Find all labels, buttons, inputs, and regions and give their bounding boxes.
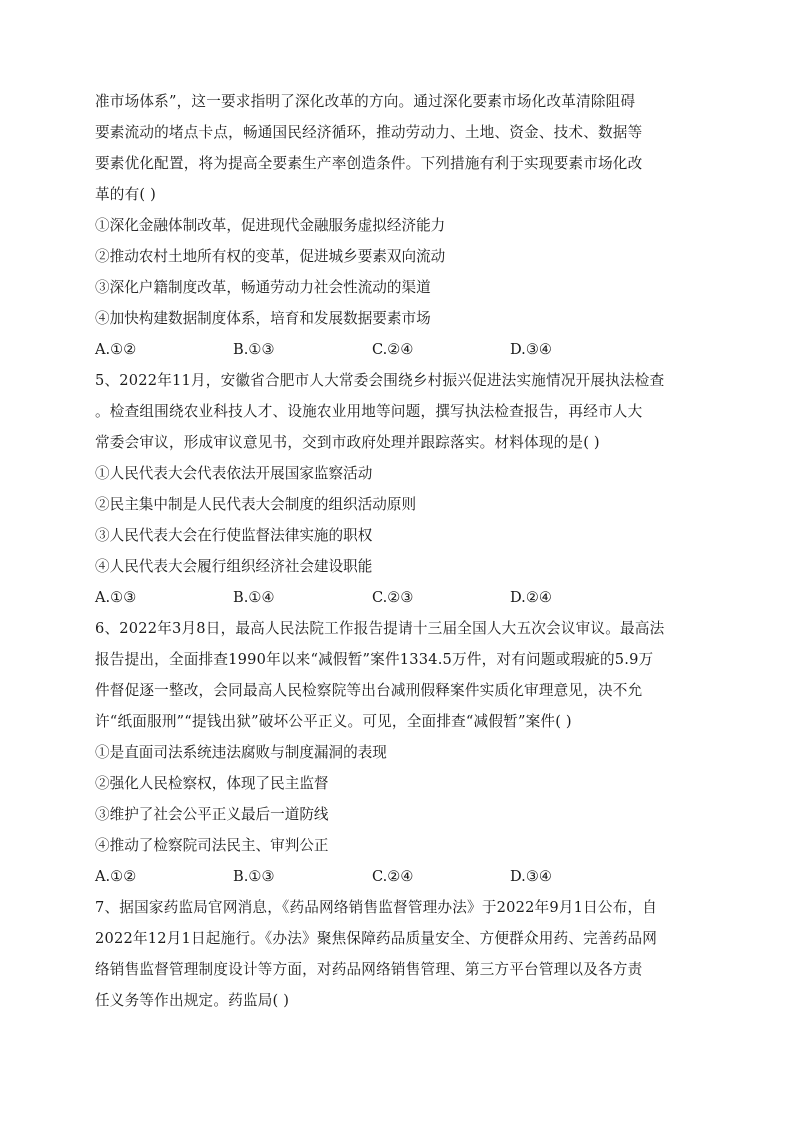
question-7-stem: [95, 892, 710, 1016]
question-6: [95, 613, 710, 892]
option-4: ④加快构建数据制度体系，培育和发展数据要素市场: [95, 310, 431, 327]
stem-line: 要素优化配置，将为提高全要素生产率创造条件。下列措施有利于实现要素市场化改: [95, 155, 643, 172]
answer-choices: [95, 334, 710, 365]
stem-line: 件督促逐一整改，会同最高人民检察院等出台减刑假释案件实质化审理意见，决不允: [95, 682, 643, 699]
exam-page: [95, 86, 710, 1016]
choice-a: A.①②: [95, 341, 137, 358]
stem-line: 6、2022年3月8日，最高人民法院工作报告提请十三届全国人大五次会议审议。最高法: [95, 620, 665, 637]
choice-a: A.①③: [95, 589, 137, 606]
stem-line: 络销售监督管理制度设计等方面，对药品网络销售管理、第三方平台管理以及各方责: [95, 961, 643, 978]
option-3: ③维护了社会公平正义最后一道防线: [95, 806, 329, 823]
option-2: ②民主集中制是人民代表大会制度的组织活动原则: [95, 496, 417, 513]
stem-line: 报告提出，全面排查1990年以来“减假暂”案件1334.5万件，对有问题或瑕疵的5.9万: [95, 651, 654, 668]
choice-d: D.③④: [510, 341, 552, 358]
answer-choices: [95, 861, 710, 892]
option-1: ①人民代表大会代表依法开展国家监察活动: [95, 465, 373, 482]
stem-line: 任义务等作出规定。药监局( ): [95, 992, 290, 1009]
question-5: [95, 365, 710, 613]
stem-line: 要素流动的堵点卡点，畅通国民经济循环，推动劳动力、土地、资金、技术、数据等: [95, 124, 643, 141]
option-1: ①深化金融体制改革，促进现代金融服务虚拟经济能力: [95, 217, 446, 234]
option-3: ③人民代表大会在行使监督法律实施的职权: [95, 527, 373, 544]
option-2: ②推动农村土地所有权的变革，促进城乡要素双向流动: [95, 248, 446, 265]
choice-c: C.②③: [372, 589, 414, 606]
option-3: ③深化户籍制度改革，畅通劳动力社会性流动的渠道: [95, 279, 431, 296]
question-5-stem: [95, 365, 710, 458]
choice-d: D.③④: [510, 868, 552, 885]
choice-b: B.①③: [233, 868, 275, 885]
option-4: ④人民代表大会履行组织经济社会建设职能: [95, 558, 373, 575]
choice-c: C.②④: [372, 341, 414, 358]
stem-line: 常委会审议，形成审议意见书，交到市政府处理并跟踪落实。材料体现的是( ): [95, 434, 600, 451]
question-4: [95, 86, 710, 365]
stem-line: 准市场体系”，这一要求指明了深化改革的方向。通过深化要素市场化改革清除阻碍: [95, 93, 636, 110]
choice-b: B.①④: [233, 589, 275, 606]
question-6-stem: [95, 613, 710, 737]
option-1: ①是直面司法系统违法腐败与制度漏洞的表现: [95, 744, 387, 761]
choice-d: D.②④: [510, 589, 552, 606]
stem-line: 。检查组围绕农业科技人才、设施农业用地等问题，撰写执法检查报告，再经市人大: [95, 403, 643, 420]
answer-choices: [95, 582, 710, 613]
stem-line: 革的有( ): [95, 186, 157, 203]
stem-line: 2022年12月1日起施行。《办法》聚焦保障药品质量安全、方便群众用药、完善药品网: [95, 930, 658, 947]
choice-c: C.②④: [372, 868, 414, 885]
stem-line: 5、2022年11月，安徽省合肥市人大常委会围绕乡村振兴促进法实施情况开展执法检查: [95, 372, 665, 389]
choice-a: A.①②: [95, 868, 137, 885]
option-2: ②强化人民检察权，体现了民主监督: [95, 775, 329, 792]
option-4: ④推动了检察院司法民主、审判公正: [95, 837, 329, 854]
stem-line: 7、据国家药监局官网消息，《药品网络销售监督管理办法》于2022年9月1日公布，自: [95, 899, 658, 916]
choice-b: B.①③: [233, 341, 275, 358]
stem-line: 许“纸面服刑”“提钱出狱”破坏公平正义。可见，全面排查“减假暂”案件( ): [95, 713, 572, 730]
question-7: [95, 892, 710, 1016]
question-4-stem: [95, 86, 710, 210]
